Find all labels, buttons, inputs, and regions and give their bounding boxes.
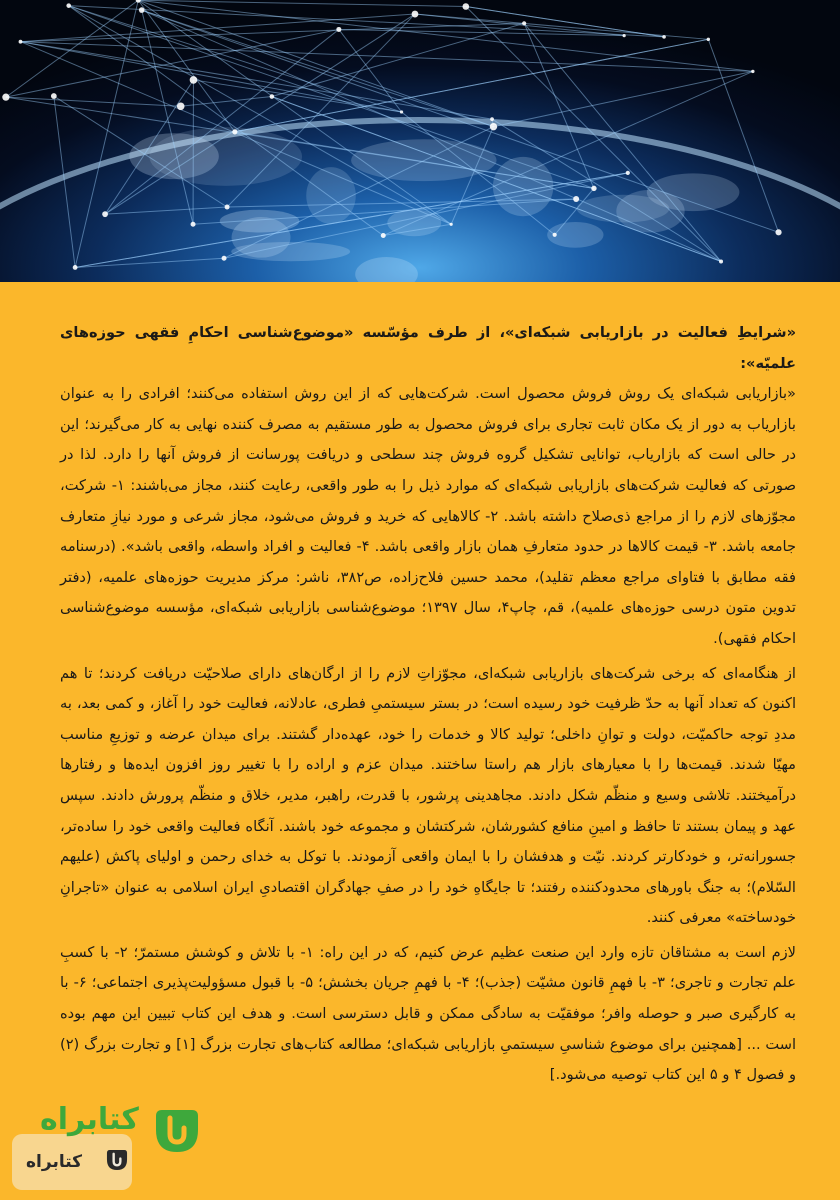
continent-shape [577, 195, 670, 223]
network-node [336, 27, 341, 32]
network-node [463, 3, 470, 10]
continent-shape [493, 157, 553, 216]
paragraph-definition: «بازاریابی شبکه‌ای یک روش فروش محصول است. شرکت‌هایی که از این روش استفاده می‌کنند؛ افرادی را به عنوان بازاریاب به دور از یک مکان ثابت تجاری برای فروش محصول به طور مستقیم به مصرف کننده نهایی به کار می‌گیرند؛ این در حالی است که بازاریاب، توانایی تشکیل گروه فروش چند سطحی و دریافت پورسانت از فروش آنها را دارد. لذا در صورتی که فعالیت شرکت‌های بازاریابی شبکه‌ای که موارد ذیل را به طور واقعی، رعایت کنند، مجاز می‌باشند: ۱- شرکت، مجوّزهای لازم را از مراجع ذی‌صلاح داشته باشد. ۲- کالاهایی که خرید و فروش می‌شود، مجاز شرعی و مورد نیازِ متعارف جامعه باشد. ۳- قیمت کالاها در حدود متعارفِ همان بازار واقعی باشد. ۴- فعالیت و افراد واسطه، واقعی باشد». (درسنامه فقه مطابق با فتاوای مراجع معظم تقلید)، محمد حسین فلاح‌زاده، ص۳۸۲، ناشر: مرکز مدیریت حوزه‌های علمیه، (دفتر تدوین متون درسی حوزه‌های علمیه)، قم، چاپ۴، سال ۱۳۹۷؛ موضوع‌شناسی بازاریابی شبکه‌ای، مؤسسه موضوع‌شناسی احکام فقهی). [60, 385, 797, 647]
network-link [105, 207, 227, 214]
network-node [177, 102, 185, 110]
network-node [662, 35, 666, 39]
network-node [381, 233, 386, 238]
network-node [573, 196, 579, 202]
continent-shape [355, 257, 418, 282]
network-node [51, 93, 57, 99]
network-node [626, 171, 630, 175]
network-link [272, 23, 524, 96]
network-node [719, 259, 723, 263]
ketabrah-badge-icon [154, 1106, 200, 1156]
network-link [69, 6, 402, 112]
network-link [138, 0, 493, 126]
network-node [222, 256, 227, 261]
network-link [75, 258, 224, 267]
network-lines-graphic [0, 0, 840, 282]
network-node [623, 34, 626, 37]
network-node [490, 123, 497, 130]
network-link [142, 10, 779, 232]
network-globe-image [0, 0, 840, 282]
network-node [450, 223, 453, 226]
network-node [412, 11, 419, 18]
network-node [775, 229, 781, 235]
network-link [142, 10, 193, 224]
network-node [2, 94, 9, 101]
network-node [270, 94, 275, 99]
network-link [138, 0, 753, 71]
network-node [73, 265, 78, 270]
network-link [20, 42, 752, 72]
network-link [105, 29, 339, 214]
network-link [493, 71, 752, 126]
network-link [20, 14, 414, 42]
network-link [142, 10, 494, 127]
network-node [751, 70, 754, 73]
network-node [139, 7, 145, 13]
paragraph-history: از هنگامه‌ای که برخی شرکت‌های بازاریابی شبکه‌ای، مجوّزاتِ لازم را از ارگان‌های دارای صلاحیّت دریافت کردند؛ تا هم اکنون که تعداد آنها به حدّ ظرفیت خود رسیده است؛ در بستر سیستمیِ فطری، عادلانه، فعالیت خود را آغاز، و کمی بعد، به مددِ توجه حاکمیّت، دولت و توانِ داخلی؛ تولید کالا و خدمات را خود، عهده‌دار گشتند. برای میدان عرضه و توزیعِ مناسب مهیّا شدند. قیمت‌ها را با معیارهای بازار هم راستا ساختند. میدان عزم و اراده را با تغییر روز افزون ایده‌ها و رفتارها درآمیختند. تلاشی وسیع و منظّم شکل دادند. مجاهدینی پرشور، با قدرت، راهبر، مدیر، خلاق و منظّم پرورش دادند. سپس عهد و پیمان بستند تا حافظ و امینِ منافع کشورشان، شرکتشان و مجموعه خود باشند. آنگاه فعالیت واقعی خود را ساده‌تر، جسورانه‌تر، و خودکارتر کردند. نیّت و هدفشان را با ایمان واقعی آزمودند. با توکل به خدای رحمن و اولیای پاکش (علیهم السّلام)؛ به جنگ باورهای محدودکننده رفتند؛ تا جایگاهِ خود را در صفِ جهادگران اقتصادیِ ایران اسلامی به عنوان «تاجرانِ خودساخته» معرفی کنند. [60, 664, 796, 927]
network-node [522, 21, 526, 25]
network-node [102, 211, 108, 217]
network-node [190, 76, 198, 84]
continent-shape [220, 210, 300, 233]
article-title: «شرایطِ فعالیت در بازاریابی شبکه‌ای»، از طرف مؤسّسه «موضوع‌شناسی احکامِ فقهی حوزه‌های علمیّه»: [60, 324, 796, 372]
article-body [60, 318, 796, 1091]
network-node [225, 204, 230, 209]
network-node [191, 222, 196, 227]
network-node [232, 129, 237, 134]
ketabrah-small-badge-icon [106, 1148, 128, 1172]
network-node [66, 3, 71, 8]
logo-brand-text: کتابراه [40, 1102, 139, 1137]
network-node [19, 40, 23, 44]
logo-sub-text: کتابراه [26, 1152, 83, 1172]
paragraph-advice: لازم است به مشتاقان تازه وارد این صنعت عظیم عرض کنیم، که در این راه: ۱- با تلاش و کوشش مستمرّ؛ ۲- با کسبِ علم تجارت و تاجری؛ ۳- با فهمِ قانون مشیّت (جذب)؛ ۴- با فهمِ جریان بخشش؛ ۵- با قبول مسؤولیت‌پذیری اجتماعی؛ ۶- با به کارگیری صبر و حوصله وافر؛ موفقیّت به سادگی ممکن و قابل دسترسی است. و هدف این کتاب تبیین این مهم بوده است ... [همچنین برای موضوع شناسیِ سیستمیِ بازاریابی شبکه‌ای؛ مطالعه کتاب‌های تجارت بزرگ [۱] و تجارت بزرگ (۲) و فصول ۴ و ۵ این کتاب توصیه می‌شود.] [60, 943, 796, 1084]
network-node [400, 110, 403, 113]
network-link [69, 6, 451, 225]
network-node [553, 233, 557, 237]
network-node [707, 38, 710, 41]
ketabrah-watermark-logo [12, 1098, 204, 1194]
network-node [591, 186, 596, 191]
network-node [490, 117, 494, 121]
